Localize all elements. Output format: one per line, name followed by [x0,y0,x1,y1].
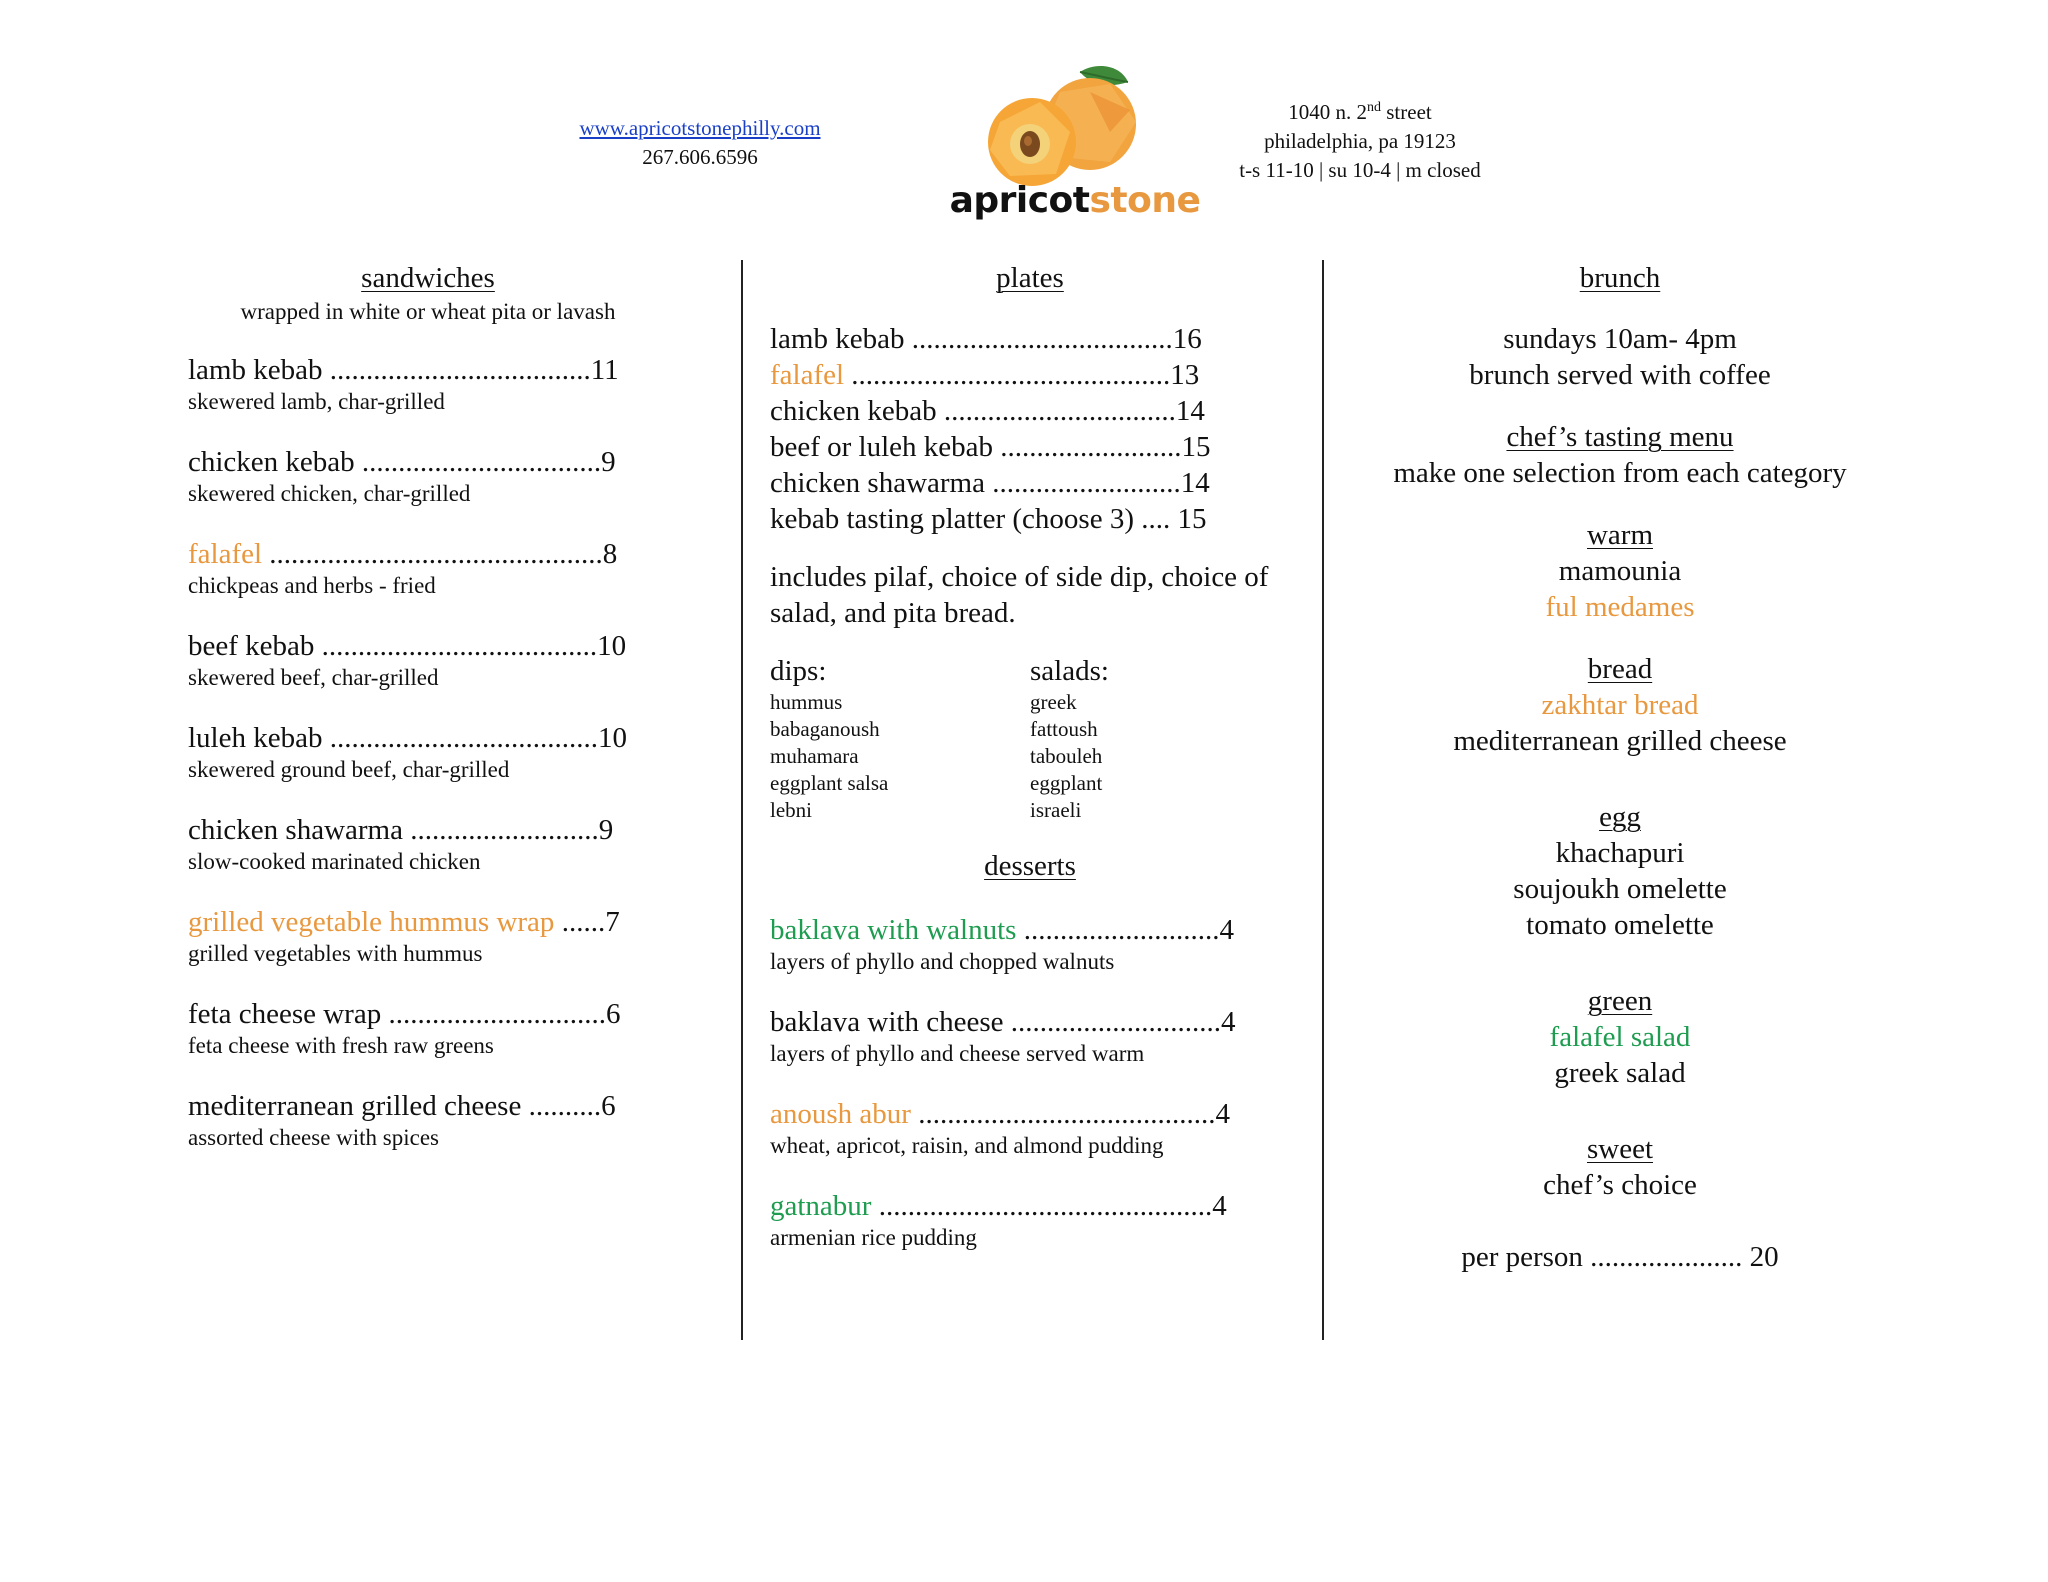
contact-block [540,114,860,172]
per-person-price-line: per person ..................... 20 [1461,1241,1779,1273]
plate-price: 13 [1170,359,1200,391]
sandwich-name: chicken shawarma [188,814,403,846]
salad-item: fattoush [1030,717,1098,741]
per-person-price: 20 [1749,1241,1779,1273]
dessert-name: anoush abur [770,1098,911,1130]
sandwich-item [188,905,668,969]
sandwich-description: skewered lamb, char-grilled [188,389,445,414]
plate-price: 14 [1175,395,1205,427]
dot-leader: ............................. [1003,1006,1222,1038]
tasting-category-title: sweet [1586,1133,1654,1165]
plate-item [770,321,1290,357]
plate-item [770,501,1290,537]
sandwich-description: skewered chicken, char-grilled [188,481,471,506]
plate-item [770,465,1290,501]
dot-leader: ................................. [354,446,602,478]
plate-price: 14 [1180,467,1210,499]
tasting-category-item: ful medames [1545,591,1695,623]
tasting-menu-subtitle: make one selection from each category [1393,457,1847,489]
sandwich-item-line [188,445,668,479]
dot-leader: .......................... [402,814,599,846]
plate-name: falafel [770,359,845,391]
sandwich-name: feta cheese wrap [188,998,382,1030]
sandwich-description: skewered beef, char-grilled [188,665,439,690]
tasting-category-item: greek salad [1554,1057,1686,1089]
dessert-item [770,1189,1290,1253]
sandwich-item-line [188,721,668,755]
plate-price: 15 [1181,431,1211,463]
column-divider-right [1322,260,1324,1340]
tasting-category-item: soujoukh omelette [1513,873,1727,905]
dot-leader: ........................... [1016,914,1220,946]
city-line: philadelphia, pa 19123 [1264,129,1456,153]
dot-leader: .............................. [381,998,606,1030]
salad-item: tabouleh [1030,744,1103,768]
salad-item: israeli [1030,798,1082,822]
dot-leader: .... [1134,503,1171,535]
dessert-name: gatnabur [770,1190,872,1222]
street-address: 1040 n. 2nd street [1288,100,1432,124]
dessert-description: armenian rice pudding [770,1225,977,1250]
salads-list [1030,653,1290,824]
dessert-price: 4 [1212,1190,1227,1222]
sandwich-price: 11 [590,354,619,386]
sandwich-description: grilled vegetables with hummus [188,941,483,966]
dessert-description: wheat, apricot, raisin, and almond pudding [770,1133,1164,1158]
tasting-category-item: khachapuri [1555,837,1685,869]
desserts-title: desserts [984,850,1076,882]
plate-name: lamb kebab [770,323,905,355]
brand-part-stone: stone [1089,180,1201,221]
dip-item: muhamara [770,744,859,768]
sandwich-item-line [188,629,668,663]
dessert-price: 4 [1215,1098,1230,1130]
sandwich-item-line [188,997,668,1031]
sandwiches-subtitle: wrapped in white or wheat pita or lavash [240,299,616,324]
sandwich-name: grilled vegetable hummus wrap [188,906,555,938]
brand-wordmark [915,180,1235,221]
sandwich-price: 7 [605,906,620,938]
brunch-title: brunch [1579,262,1661,294]
plate-name: chicken kebab [770,395,937,427]
tasting-category-title: green [1587,985,1653,1017]
dot-leader: ..................................... [322,722,598,754]
plate-item [770,357,1290,393]
dip-item: hummus [770,690,843,714]
sandwich-price: 10 [597,722,627,754]
plate-name: kebab tasting platter (choose 3) [770,503,1134,535]
sandwich-description: chickpeas and herbs - fried [188,573,436,598]
dot-leader: .................................... [904,323,1173,355]
sandwich-item-line [188,813,668,847]
sandwich-price: 6 [605,998,621,1030]
phone-number: 267.606.6596 [642,145,758,169]
sandwich-description: skewered ground beef, char-grilled [188,757,510,782]
sandwich-description: slow-cooked marinated chicken [188,849,481,874]
desserts-list [770,913,1290,1253]
dessert-price: 4 [1221,1006,1236,1038]
sandwich-item [188,997,668,1061]
hours-line: t-s 11-10 | su 10-4 | m closed [1239,158,1481,182]
sandwich-item [188,353,668,417]
dessert-item [770,1097,1290,1161]
plates-title: plates [996,262,1064,294]
dot-leader: ............................................ [844,359,1171,391]
tasting-category-item: mediterranean grilled cheese [1453,725,1787,757]
plate-item [770,393,1290,429]
dip-item: eggplant salsa [770,771,889,795]
salad-item: greek [1030,690,1077,714]
apricot-logo-icon [960,62,1170,190]
dot-leader: .............................................. [871,1190,1213,1222]
sandwich-item [188,629,668,693]
dessert-item-line [770,913,1290,947]
plates-list [770,321,1290,537]
dessert-description: layers of phyllo and cheese served warm [770,1041,1145,1066]
sandwich-item-line [188,353,668,387]
dessert-name: baklava with cheese [770,1006,1004,1038]
sandwich-price: 9 [598,814,614,846]
tasting-category-title: egg [1599,801,1641,833]
dot-leader: .............................................. [262,538,603,570]
sandwich-item [188,537,668,601]
plates-column [770,262,1290,1253]
sandwiches-column [188,262,668,1153]
dips-list [770,653,1030,824]
sandwiches-title: sandwiches [361,262,495,294]
dot-leader: .......................... [984,467,1181,499]
tasting-category-item: zakhtar bread [1541,689,1699,721]
salads-title: salads: [1030,655,1109,687]
brunch-coffee-note: brunch served with coffee [1469,359,1771,391]
tasting-categories [1340,517,1900,1203]
salad-item: eggplant [1030,771,1103,795]
brand-part-apricot: apricot [949,180,1090,221]
tasting-category-title: warm [1586,519,1654,551]
plate-item [770,429,1290,465]
tasting-category-item: chef’s choice [1543,1169,1697,1201]
sides-lists [770,653,1290,824]
sandwich-name: luleh kebab [188,722,323,754]
tasting-category-item: falafel salad [1549,1021,1691,1053]
sandwich-description: feta cheese with fresh raw greens [188,1033,494,1058]
sandwich-item-line [188,1089,668,1123]
tasting-category-item: mamounia [1558,555,1682,587]
sandwich-item-line [188,537,668,571]
plate-name: chicken shawarma [770,467,985,499]
sandwich-item [188,721,668,785]
sandwich-description: assorted cheese with spices [188,1125,440,1150]
sandwich-name: falafel [188,538,263,570]
sandwich-item [188,813,668,877]
sandwich-price: 8 [602,538,618,570]
dot-leader: ......................... [993,431,1182,463]
dot-leader: .......... [521,1090,602,1122]
dessert-name: baklava with walnuts [770,914,1017,946]
dessert-item [770,1005,1290,1069]
dot-leader: ...... [554,906,606,938]
sandwich-price: 9 [601,446,616,478]
sandwich-price: 10 [597,630,627,662]
dessert-price: 4 [1219,914,1234,946]
plates-includes-note: includes pilaf, choice of side dip, choice of salad, and pita bread. [770,561,1269,629]
dot-leader: ...................................... [314,630,598,662]
sandwich-list [188,353,668,1153]
dessert-item-line [770,1189,1290,1223]
dot-leader: ................................ [936,395,1176,427]
sandwich-item [188,1089,668,1153]
dessert-description: layers of phyllo and chopped walnuts [770,949,1115,974]
sandwich-name: mediterranean grilled cheese [188,1090,522,1122]
sandwich-name: lamb kebab [188,354,323,386]
sandwich-item [188,445,668,509]
sandwich-price: 6 [601,1090,616,1122]
dot-leader: ......................................... [910,1098,1216,1130]
plate-price: 16 [1172,323,1202,355]
sandwich-name: beef kebab [188,630,315,662]
plate-name: beef or luleh kebab [770,431,994,463]
address-block [1190,93,1530,185]
brunch-column [1340,262,1900,1275]
dip-item: lebni [770,798,812,822]
website-link[interactable]: www.apricotstonephilly.com [579,116,821,140]
dessert-item-line [770,1005,1290,1039]
dip-item: babaganoush [770,717,880,741]
dot-leader: .................................... [322,354,591,386]
dessert-item [770,913,1290,977]
tasting-category-title: bread [1587,653,1653,685]
sandwich-item-line [188,905,668,939]
sandwich-name: chicken kebab [188,446,355,478]
column-divider-left [741,260,743,1340]
tasting-menu-title: chef’s tasting menu [1506,421,1734,453]
dessert-item-line [770,1097,1290,1131]
tasting-category-item: tomato omelette [1526,909,1714,941]
brunch-hours: sundays 10am- 4pm [1503,323,1737,355]
dips-title: dips: [770,655,827,687]
plate-price: 15 [1170,503,1207,535]
